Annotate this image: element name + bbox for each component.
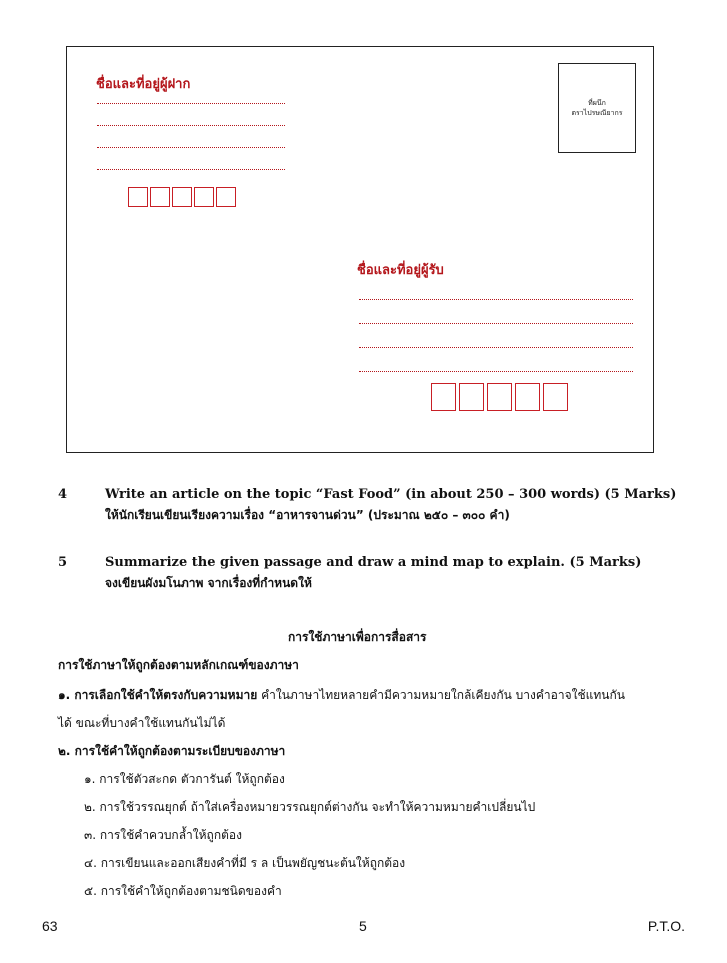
sender-address-line [97,147,285,148]
section-title: การใช้ภาษาเพื่อการสื่อสาร [288,630,427,644]
receiver-address-title: ชื่อและที่อยู่ผู้รับ [357,263,444,278]
postcode-box [487,383,512,411]
sender-postcode-boxes [128,187,236,207]
sender-address-line [97,125,285,126]
pto-label: P.T.O. [647,918,685,934]
stamp-label: ตราไปรษณียากร [571,109,623,117]
question-english: Write an article on the topic “Fast Food” (in about 250 – 300 words) (5 Marks) [105,487,677,502]
point-1-text: คำในภาษาไทยหลายคำมีความหมายใกล้เคียงกัน บางคำอาจใช้แทนกัน [257,688,625,702]
point-1-heading: ๑. การเลือกใช้คำให้ตรงกับความหมาย [58,688,258,702]
postcode-box [150,187,170,207]
question-thai: จงเขียนผังมโนภาพ จากเรื่องที่กำหนดให้ [105,576,312,590]
postcode-box [216,187,236,207]
receiver-postcode-boxes [431,383,568,411]
section-subtitle: การใช้ภาษาให้ถูกต้องตามหลักเกณฑ์ของภาษา [58,658,299,672]
page-number: 5 [359,918,367,934]
subitem: ๑. การใช้ตัวสะกด ตัวการันต์ ให้ถูกต้อง [84,772,285,786]
point-1 [58,686,625,704]
paper-code: 63 [42,918,58,934]
postcode-box [459,383,484,411]
point-1-continuation: ได้ ขณะที่บางคำใช้แทนกันไม่ได้ [58,716,226,730]
subitem: ๔. การเขียนและออกเสียงคำที่มี ร ล เป็นพยัญชนะต้นให้ถูกต้อง [84,856,406,870]
question-number: 4 [58,487,68,502]
subitem: ๒. การใช้วรรณยุกต์ ถ้าใส่เครื่องหมายวรรณยุกต์ต่างกัน จะทำให้ความหมายคำเปลี่ยนไป [84,800,536,814]
subitem: ๓. การใช้คำควบกล้ำให้ถูกต้อง [84,828,242,842]
receiver-address-line [359,371,633,372]
receiver-address-line [359,299,633,300]
sender-address-title: ชื่อและที่อยู่ผู้ฝาก [96,77,191,92]
sender-address-line [97,169,285,170]
postcode-box [431,383,456,411]
question-english: Summarize the given passage and draw a mind map to explain. (5 Marks) [105,555,642,570]
postcode-box [543,383,568,411]
receiver-address-line [359,347,633,348]
sender-address-line [97,103,285,104]
stamp-label: ที่ผนึก [588,99,606,107]
subitem: ๕. การใช้คำให้ถูกต้องตามชนิดของคำ [84,884,282,898]
postcode-box [515,383,540,411]
envelope-form [66,46,654,453]
postcode-box [128,187,148,207]
stamp-box [558,63,636,153]
point-2-heading: ๒. การใช้คำให้ถูกต้องตามระเบียบของภาษา [58,744,286,758]
question-thai: ให้นักเรียนเขียนเรียงความเรื่อง “อาหารจานด่วน” (ประมาณ ๒๕๐ – ๓๐๐ คำ) [105,508,510,522]
question-number: 5 [58,555,68,570]
postcode-box [194,187,214,207]
postcode-box [172,187,192,207]
receiver-address-line [359,323,633,324]
